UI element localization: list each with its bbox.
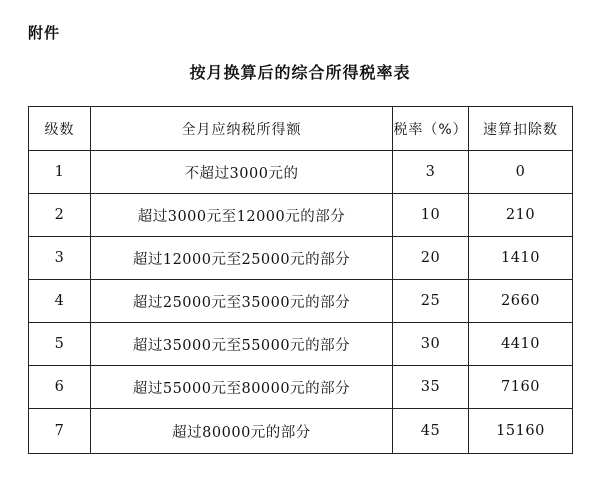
attachment-label: 附件 [28, 24, 61, 42]
document-title: 按月换算后的综合所得税率表 [189, 63, 411, 82]
cell-level: 4 [29, 280, 91, 323]
table-row [29, 237, 573, 280]
header-quick-deduction: 速算扣除数 [469, 107, 573, 151]
cell-quick-deduction: 15160 [469, 409, 573, 454]
cell-income-range: 超过80000元的部分 [91, 409, 393, 454]
cell-tax-rate: 35 [393, 366, 469, 409]
cell-income-range: 超过25000元至35000元的部分 [91, 280, 393, 323]
cell-income-range: 超过3000元至12000元的部分 [91, 194, 393, 237]
cell-tax-rate: 25 [393, 280, 469, 323]
table-row [29, 151, 573, 194]
cell-income-range: 超过12000元至25000元的部分 [91, 237, 393, 280]
table-row [29, 409, 573, 454]
cell-quick-deduction: 2660 [469, 280, 573, 323]
cell-level: 3 [29, 237, 91, 280]
table-row [29, 280, 573, 323]
cell-quick-deduction: 7160 [469, 366, 573, 409]
cell-income-range: 超过55000元至80000元的部分 [91, 366, 393, 409]
cell-level: 1 [29, 151, 91, 194]
cell-quick-deduction: 4410 [469, 323, 573, 366]
cell-level: 2 [29, 194, 91, 237]
cell-tax-rate: 3 [393, 151, 469, 194]
header-monthly-taxable-income: 全月应纳税所得额 [91, 107, 393, 151]
table-row [29, 366, 573, 409]
cell-tax-rate: 30 [393, 323, 469, 366]
table-row [29, 323, 573, 366]
cell-quick-deduction: 210 [469, 194, 573, 237]
cell-tax-rate: 20 [393, 237, 469, 280]
cell-income-range: 超过35000元至55000元的部分 [91, 323, 393, 366]
cell-level: 5 [29, 323, 91, 366]
cell-level: 7 [29, 409, 91, 454]
cell-income-range: 不超过3000元的 [91, 151, 393, 194]
cell-tax-rate: 45 [393, 409, 469, 454]
cell-quick-deduction: 0 [469, 151, 573, 194]
cell-level: 6 [29, 366, 91, 409]
table-row [29, 194, 573, 237]
table-header-row [29, 107, 573, 151]
tax-rate-table [28, 106, 573, 454]
header-tax-rate: 税率（%） [393, 107, 469, 151]
cell-tax-rate: 10 [393, 194, 469, 237]
cell-quick-deduction: 1410 [469, 237, 573, 280]
header-level: 级数 [29, 107, 91, 151]
